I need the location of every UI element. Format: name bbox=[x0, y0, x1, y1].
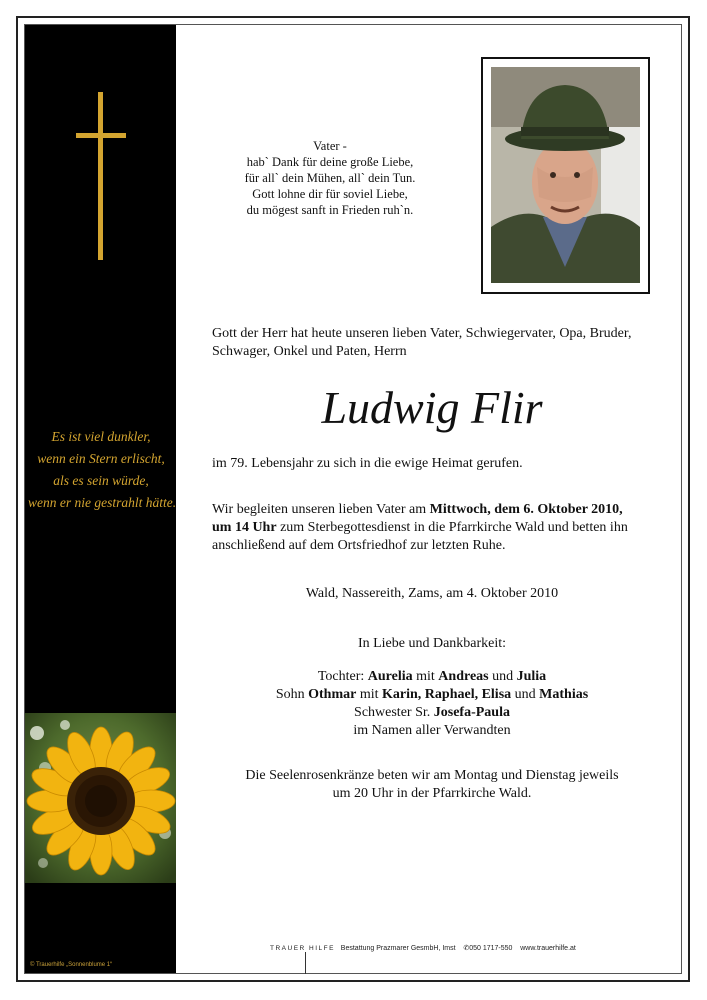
portrait-icon bbox=[491, 67, 640, 283]
funeral-date: Mittwoch, dem 6. Oktober 2010, bbox=[429, 502, 623, 517]
portrait-photo bbox=[491, 67, 640, 283]
image-credit: © Trauerhilfe „Sonnenblume 1“ bbox=[30, 962, 113, 968]
footer bbox=[270, 944, 590, 952]
intro-text bbox=[212, 325, 662, 361]
sidebar-poem-line: Es ist viel dunkler, bbox=[51, 429, 151, 444]
footer-divider bbox=[305, 952, 306, 974]
rosary-line: Die Seelenrosenkränze beten wir am Montag und Dienstag jeweils bbox=[245, 768, 619, 783]
place-date bbox=[212, 585, 652, 603]
funeral-details bbox=[212, 501, 662, 555]
sunflower-icon bbox=[25, 713, 176, 883]
intro-line: Gott der Herr hat heute unseren lieben Vater, Schwiegervater, Opa, Bruder, bbox=[212, 326, 632, 341]
intro-line: Schwager, Onkel und Paten, Herrn bbox=[212, 344, 407, 359]
cross-icon-bar bbox=[76, 133, 126, 138]
age-text: im 79. Lebensjahr zu sich in die ewige Heimat gerufen. bbox=[212, 456, 523, 471]
mourners-list bbox=[212, 668, 652, 740]
trauerhilfe-logo: TRAUER HILFE bbox=[270, 945, 335, 952]
sunflower-image bbox=[25, 713, 176, 883]
poem-line: für all` dein Mühen, all` dein Tun. bbox=[244, 171, 416, 185]
rosary-info bbox=[212, 767, 652, 803]
poem-line: Gott lohne dir für soviel Liebe, bbox=[252, 187, 408, 201]
age-line bbox=[212, 455, 662, 473]
mourner-line: Tochter: Aurelia mit Andreas und Julia bbox=[317, 669, 547, 684]
sidebar-poem bbox=[28, 426, 177, 514]
cross-icon bbox=[98, 92, 103, 260]
poem-line: du mögest sanft in Frieden ruh`n. bbox=[246, 203, 414, 217]
sidebar-poem-line: wenn er nie gestrahlt hätte. bbox=[28, 495, 177, 510]
funeral-text: Wir begleiten unseren lieben Vater am bbox=[212, 502, 430, 517]
poem-line: hab` Dank für deine große Liebe, bbox=[246, 155, 414, 169]
funeral-text: zum Sterbegottesdienst in die Pfarrkirche Wald und betten ihn bbox=[276, 520, 628, 535]
place-date-text: Wald, Nassereith, Zams, am 4. Oktober 2010 bbox=[305, 586, 559, 601]
phone-icon: ✆ bbox=[463, 945, 470, 952]
funeral-time: um 14 Uhr bbox=[212, 520, 277, 535]
rosary-line: um 20 Uhr in der Pfarrkirche Wald. bbox=[332, 786, 532, 801]
phone-number: 050 1717-550 bbox=[469, 945, 513, 952]
gratitude-text: In Liebe und Dankbarkeit: bbox=[357, 636, 507, 651]
funeral-text: anschließend auf dem Ortsfriedhof zur letzten Ruhe. bbox=[212, 538, 506, 553]
sidebar-poem-line: wenn ein Stern erlischt, bbox=[37, 451, 165, 466]
gratitude bbox=[212, 635, 652, 653]
top-poem bbox=[210, 138, 450, 218]
poem-line: Vater - bbox=[313, 139, 347, 153]
mourner-line: im Namen aller Verwandten bbox=[353, 723, 511, 738]
deceased-name: Ludwig Flir bbox=[321, 382, 543, 433]
mourner-line: Schwester Sr. Josefa-Paula bbox=[354, 705, 510, 720]
sidebar-poem-line: als es sein würde, bbox=[53, 473, 149, 488]
mourner-line: Sohn Othmar mit Karin, Raphael, Elisa und Mathias bbox=[275, 687, 589, 702]
company-name: Bestattung Prazmarer GesmbH, Imst bbox=[340, 945, 456, 952]
website-link[interactable]: www.trauerhilfe.at bbox=[520, 945, 576, 952]
